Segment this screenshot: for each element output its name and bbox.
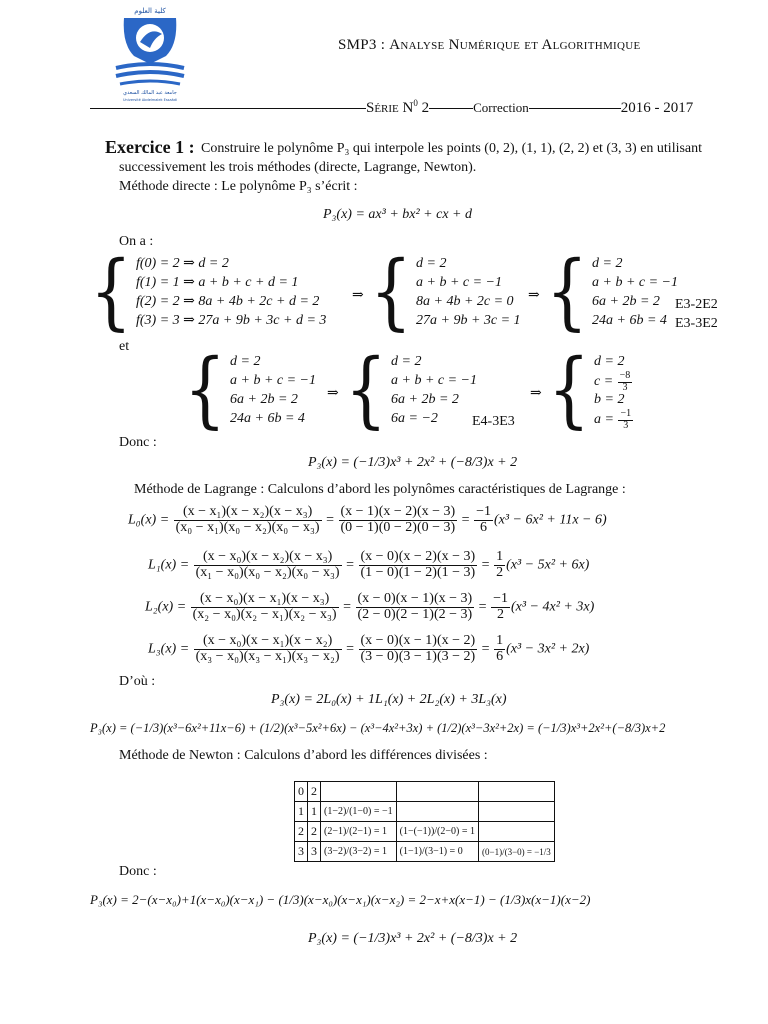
table-cell bbox=[479, 822, 555, 842]
system-4 bbox=[184, 341, 317, 438]
sys5-line: d = 2 bbox=[391, 354, 422, 369]
left-brace: { bbox=[370, 243, 412, 340]
table-cell: 2 bbox=[308, 822, 321, 842]
table-cell: (1−1)/(3−1) = 0 bbox=[396, 842, 478, 862]
sys3-line: 6a + 2b = 2 bbox=[592, 294, 660, 309]
sys1-line: f(0) = 2 ⇒ d = 2 bbox=[136, 256, 229, 271]
table-cell bbox=[396, 782, 478, 802]
newton-intro: Méthode de Newton : Calculons d’abord les différences divisées : bbox=[119, 748, 488, 763]
direct-result: P₃(x) = (−1/3)x³ + 2x² + (−8/3)x + 2 bbox=[308, 455, 518, 470]
sys3-line: d = 2 bbox=[592, 256, 623, 271]
lagrange-l1: L₁(x) = $\frac{\text{(x − x₀)(x − x₂)(x − x₃)}}{\text{(x₁ − x₀)(x₀ − x₂)(x₀ − x₃)}}$ = $\frac{(x - 0)(x - 2)(x - 3)}{(1 - 0)(1 - 2)(1 - 3)}$ = $\frac{1}{2}$ (x³ − 5x² + 6x) bbox=[148, 549, 590, 580]
table-row bbox=[295, 822, 555, 842]
system-2 bbox=[370, 243, 521, 340]
direct-method-intro: Méthode directe : Le polynôme P₃ s’écrit : bbox=[119, 179, 358, 194]
table-cell: 2 bbox=[308, 782, 321, 802]
table-row bbox=[295, 842, 555, 862]
implies-symbol: ⇒ bbox=[327, 386, 339, 401]
table-cell: 1 bbox=[295, 802, 308, 822]
series-sup: 0 bbox=[413, 98, 418, 108]
table-cell bbox=[396, 802, 478, 822]
table-cell bbox=[321, 782, 397, 802]
series-label: Série N bbox=[366, 100, 414, 116]
table-cell: 2 bbox=[295, 822, 308, 842]
table-cell: 3 bbox=[308, 842, 321, 862]
sys5-line: 6a + 2b = 2 bbox=[391, 392, 459, 407]
lagrange-intro: Méthode de Lagrange : Calculons d’abord les polynômes caractéristiques de Lagrange : bbox=[134, 482, 626, 497]
table-cell: (3−2)/(3−2) = 1 bbox=[321, 842, 397, 862]
note-e3-2e2: E3-2E2 bbox=[675, 297, 718, 312]
course-code: SMP3 : bbox=[338, 37, 390, 53]
sys2-line: 27a + 9b + 3c = 1 bbox=[416, 313, 521, 328]
series-rule bbox=[90, 98, 754, 118]
statement-line-2: successivement les trois méthodes (directe, Lagrange, Newton). bbox=[119, 160, 477, 175]
course-name: Analyse Numérique et Algorithmique bbox=[389, 37, 641, 53]
lagrange-l0: L₀(x) = $\frac{\text{(x − x₁)(x − x₂)(x − x₃)}}{\text{(x₀ − x₁)(x₀ − x₂)(x₀ − x₃)}}$ = $\frac{(x - 1)(x - 2)(x - 3)}{(0 - 1)(0 - 2)(0 - 3)}$ = $\frac{-1}{6}$ (x³ − 6x² + 11x − 6) bbox=[128, 504, 607, 535]
table-cell: 1 bbox=[308, 802, 321, 822]
rule-segment bbox=[90, 108, 366, 109]
sys2-line: a + b + c = −1 bbox=[416, 275, 503, 290]
donc-label: Donc : bbox=[119, 435, 157, 450]
divided-differences-table bbox=[294, 781, 555, 862]
lagrange-l2: L₂(x) = $\frac{\text{(x − x₀)(x − x₁)(x − x₃)}}{\text{(x₂ − x₀)(x₂ − x₁)(x₂ − x₃)}}$ = $\frac{(x - 0)(x - 1)(x - 3)}{(2 - 0)(2 - 1)(2 - 3)}$ = $\frac{-1}{2}$ (x³ − 4x² + 3x) bbox=[145, 591, 595, 622]
donc2-label: Donc : bbox=[119, 864, 157, 879]
table-cell: (1−(−1))/(2−0) = 1 bbox=[396, 822, 478, 842]
sys6-line: b = 2 bbox=[594, 392, 625, 407]
left-brace: { bbox=[90, 243, 132, 340]
logo-subtext: جامعة عبد المالك السعدي bbox=[123, 90, 177, 96]
lagrange-l3: L₃(x) = $\frac{\text{(x − x₀)(x − x₁)(x − x₂)}}{\text{(x₃ − x₀)(x₃ − x₁)(x₃ − x₂)}}$ = $\frac{(x - 0)(x - 1)(x - 2)}{(3 - 0)(3 - 1)(3 - 2)}$ = $\frac{1}{6}$ (x³ − 3x² + 2x) bbox=[148, 633, 590, 664]
sys5-line: a + b + c = −1 bbox=[391, 373, 478, 388]
table-cell: (1−2)/(1−0) = −1 bbox=[321, 802, 397, 822]
system-1 bbox=[90, 243, 327, 340]
newton-result: P₃(x) = (−1/3)x³ + 2x² + (−8/3)x + 2 bbox=[308, 931, 518, 946]
system-6 bbox=[548, 341, 634, 438]
sys4-line: 24a + 6b = 4 bbox=[230, 411, 305, 426]
sys3-line: a + b + c = −1 bbox=[592, 275, 679, 290]
lagrange-expansion: P₃(x) = (−1/3)(x³−6x²+11x−6) + (1/2)(x³−5x²+6x) − (x³−4x²+3x) + (1/2)(x³−3x²+2x) = (−1/3)x³+2x²+(−8/3)x+2 bbox=[90, 721, 666, 735]
implies-symbol: ⇒ bbox=[528, 288, 540, 303]
implies-symbol: ⇒ bbox=[352, 288, 364, 303]
dou-label: D’où : bbox=[119, 674, 156, 689]
rule-segment bbox=[529, 108, 621, 109]
table-cell bbox=[479, 782, 555, 802]
university-logo bbox=[104, 4, 196, 104]
table-cell bbox=[479, 802, 555, 822]
rule-segment bbox=[429, 108, 473, 109]
series-number: 2 bbox=[417, 100, 430, 116]
system-5 bbox=[345, 341, 478, 438]
table-cell: 3 bbox=[295, 842, 308, 862]
sys1-line: f(2) = 2 ⇒ 8a + 4b + 2c + d = 2 bbox=[136, 294, 320, 309]
left-brace: { bbox=[184, 341, 226, 438]
sys3-line: 24a + 6b = 4 bbox=[592, 313, 667, 328]
system-3 bbox=[546, 243, 679, 340]
on-a-label: On a : bbox=[119, 234, 154, 249]
left-brace: { bbox=[548, 341, 590, 438]
sys6-line: c = $\frac{-8}{3}$ bbox=[594, 370, 631, 393]
table-row bbox=[295, 782, 555, 802]
sys2-line: d = 2 bbox=[416, 256, 447, 271]
table-row bbox=[295, 802, 555, 822]
sys4-line: 6a + 2b = 2 bbox=[230, 392, 298, 407]
table-cell: 0 bbox=[295, 782, 308, 802]
implies-symbol: ⇒ bbox=[530, 386, 542, 401]
lagrange-sum: P₃(x) = 2L₀(x) + 1L₁(x) + 2L₂(x) + 3L₃(x) bbox=[271, 692, 507, 707]
sys5-line: 6a = −2 bbox=[391, 411, 438, 426]
exercise-title: Exercice 1 : bbox=[105, 137, 195, 157]
logo-subtext-latin: Université Abdelmalek Essaâdi bbox=[123, 98, 177, 102]
statement-line-1: Construire le polynôme P₃ qui interpole les points (0, 2), (1, 1), (2, 2) et (3, 3) en utilisant bbox=[201, 141, 703, 156]
sys6-line: a = $\frac{-1}{3}$ bbox=[594, 408, 632, 431]
left-brace: { bbox=[345, 341, 387, 438]
sys1-line: f(3) = 3 ⇒ 27a + 9b + 3c + d = 3 bbox=[136, 313, 327, 328]
sys1-line: f(1) = 1 ⇒ a + b + c + d = 1 bbox=[136, 275, 299, 290]
table-cell: (0−1)/(3−0) = −1/3 bbox=[479, 842, 555, 862]
logo-text: كلية العلوم bbox=[134, 7, 166, 15]
year-label: 2016 - 2017 bbox=[620, 100, 694, 116]
left-brace: { bbox=[546, 243, 588, 340]
sys2-line: 8a + 4b + 2c = 0 bbox=[416, 294, 514, 309]
note-e3-3e2: E3-3E2 bbox=[675, 316, 718, 331]
course-title bbox=[338, 37, 641, 54]
correction-label: Correction bbox=[473, 100, 529, 115]
sys4-line: d = 2 bbox=[230, 354, 261, 369]
note-e4-3e3: E4-3E3 bbox=[472, 414, 515, 429]
newton-expansion: P₃(x) = 2−(x−x₀)+1(x−x₀)(x−x₁) − (1/3)(x−x₀)(x−x₁)(x−x₂) = 2−x+x(x−1) − (1/3)x(x−1)(x−2) bbox=[90, 892, 591, 907]
sys4-line: a + b + c = −1 bbox=[230, 373, 317, 388]
general-polynomial: P₃(x) = ax³ + bx² + cx + d bbox=[323, 207, 472, 222]
et-label: et bbox=[119, 339, 130, 354]
sys6-line: d = 2 bbox=[594, 354, 625, 369]
table-cell: (2−1)/(2−1) = 1 bbox=[321, 822, 397, 842]
